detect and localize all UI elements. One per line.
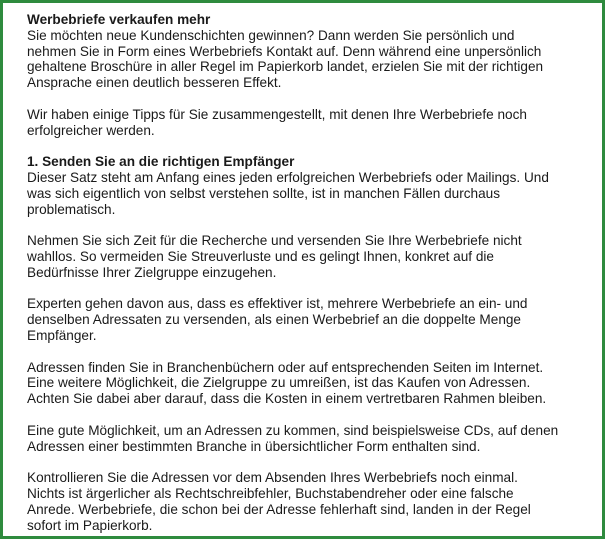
text-line: Adressen einer bestimmten Branche in übersichtlicher Form enthalten sind. xyxy=(27,438,481,454)
text-line: Nehmen Sie sich Zeit für die Recherche und versenden Sie Ihre Werbebriefe nicht xyxy=(27,233,522,249)
paragraph-spacer xyxy=(27,91,587,107)
text-line: Dieser Satz steht am Anfang eines jeden erfolgreichen Werbebriefs oder Mailings. Und xyxy=(27,169,549,185)
text-line: nehmen Sie in Form eines Werbebriefs Kontakt auf. Denn während eine unpersönlich xyxy=(27,43,542,59)
paragraph-spacer xyxy=(27,344,587,360)
text-line: Anrede. Werbebriefe, die schon bei der Adresse fehlerhaft sind, landen in der Regel xyxy=(27,501,531,517)
text-line: Kontrollieren Sie die Adressen vor dem Absenden Ihres Werbebriefs noch einmal. xyxy=(27,470,518,486)
text-line: Eine gute Möglichkeit, um an Adressen zu kommen, sind beispielsweise CDs, auf denen xyxy=(27,422,559,438)
text-line: problematisch. xyxy=(27,201,116,217)
text-line: Nichts ist ärgerlicher als Rechtschreibfehler, Buchstabendreher oder eine falsche xyxy=(27,485,514,501)
text-line: Experten gehen davon aus, dass es effektiver ist, mehrere Werbebriefe an ein- und xyxy=(27,296,528,312)
intro-paragraph xyxy=(27,28,587,91)
text-line: was sich eigentlich von selbst verstehen sollte, ist in manchen Fällen durchaus xyxy=(27,185,501,201)
paragraph-spacer xyxy=(27,407,587,423)
text-line: Adressen finden Sie in Branchenbüchern oder auf entsprechenden Seiten im Internet. xyxy=(27,359,544,375)
section-paragraph xyxy=(27,423,587,455)
text-line: Eine weitere Möglichkeit, die Zielgruppe zu umreißen, ist das Kaufen von Adressen. xyxy=(27,375,531,391)
text-line: Empfänger. xyxy=(27,327,97,343)
tipps-intro-paragraph xyxy=(27,107,587,139)
paragraph-spacer xyxy=(27,217,587,233)
article-title: Werbebriefe verkaufen mehr xyxy=(27,12,211,27)
paragraph-spacer xyxy=(27,281,587,297)
paragraph-spacer xyxy=(27,138,587,154)
text-line: erfolgreicher werden. xyxy=(27,122,155,138)
text-line: Bedürfnisse Ihrer Zielgruppe einzugehen. xyxy=(27,264,277,280)
section-paragraph xyxy=(27,360,587,407)
article-body xyxy=(27,12,587,533)
text-line: gehaltene Broschüre in aller Regel im Papierkorb landet, erzielen Sie mit der richtigen xyxy=(27,59,544,75)
section-heading: 1. Senden Sie an die richtigen Empfänger xyxy=(27,154,295,170)
section-paragraph xyxy=(27,170,587,217)
text-line: sofort im Papierkorb. xyxy=(27,517,153,533)
text-line: Ansprache einen deutlich besseren Effekt. xyxy=(27,75,282,91)
text-line: denselben Adressaten zu versenden, als einen Werbebrief an die doppelte Menge xyxy=(27,312,521,328)
text-line: Achten Sie dabei aber darauf, dass die Kosten in einem vertretbaren Rahmen bleiben. xyxy=(27,391,547,407)
text-line: Wir haben einige Tipps für Sie zusammengestellt, mit denen Ihre Werbebriefe noch xyxy=(27,106,527,122)
section-paragraph xyxy=(27,296,587,343)
section-paragraph xyxy=(27,233,587,280)
text-line: wahllos. So vermeiden Sie Streuverluste und es gelingt Ihnen, konkret auf die xyxy=(27,248,494,264)
text-line: Sie möchten neue Kundenschichten gewinnen? Dann werden Sie persönlich und xyxy=(27,27,515,43)
paragraph-spacer xyxy=(27,454,587,470)
section-paragraph xyxy=(27,470,587,533)
